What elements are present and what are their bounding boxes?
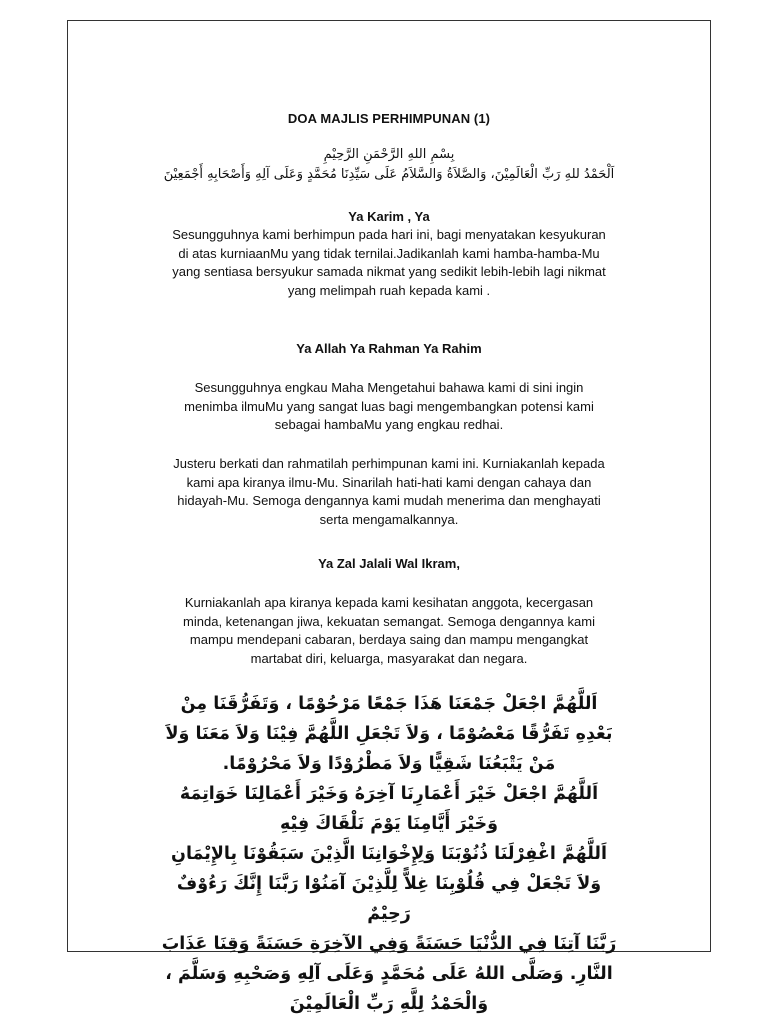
arabic-doa-line: اَللَّهُمَّ اغْفِرْلَنَا ذُنُوْبَنَا وَلِإِخْوَانِنَا الَّذِيْنَ سَبَقُوْنَا بِالإِيْمَانِ وَلاَ تَجْعَلْ فِي قُلُوْبِنَا غِلاًّ لِلَّذِيْنَ آمَنُوْا رَبَّنَا إِنَّكَ رَءُوْفٌ رَحِيْمٌ — [171, 844, 607, 924]
arabic-doa-block — [160, 689, 618, 1019]
basmalah-text: بِسْمِ اللهِ الرَّحْمَنِ الرَّحِيْمِ — [323, 147, 455, 162]
heading-ya-karim: Ya Karim , Ya — [348, 209, 430, 224]
opening-praise-text: اَلْحَمْدُ للهِ رَبِّ الْعَالَمِيْنَ، وَالصَّلاَةُ وَالسَّلاَمُ عَلَى سَيِّدِنَا مُحَمَّدٍ وَعَلَى آلِهِ وَأَصْحَابِهِ أَجْمَعِيْنَ — [163, 167, 615, 182]
paragraph-2: Sesungguhnya engkau Maha Mengetahui bahawa kami di sini ingin menimba ilmuMu yang sangat luas bagi mengembangkan potensi kami sebagai hambaMu yang engkau redhai. — [184, 380, 594, 432]
arabic-doa-line: اَللَّهُمَّ اجْعَلْ خَيْرَ أَعْمَارِنَا آخِرَهُ وَخَيْرَ أَعْمَالِنَا خَوَاتِمَهُ وَخَيْرَ أَيَّامِنَا يَوْمَ نَلْقَاكَ فِيْهِ — [179, 784, 599, 834]
heading-ya-allah: Ya Allah Ya Rahman Ya Rahim — [296, 341, 482, 356]
arabic-doa-line: رَبَّنَا آتِنَا فِي الدُّنْيَا حَسَنَةً وَفِي الآخِرَةِ حَسَنَةً وَقِنَا عَذَابَ النَّارِ. وَصَلَّى اللهُ عَلَى مُحَمَّدٍ وَعَلَى آلِهِ وَصَحْبِهِ وَسَلَّمَ ، وَالْحَمْدُ لِلَّهِ رَبِّ الْعَالَمِيْنَ — [161, 934, 617, 1014]
paragraph-3: Justeru berkati dan rahmatilah perhimpunan kami ini. Kurniakanlah kepada kami apa kiranya ilmu-Mu. Sinarilah hati-hati kami dengan cahaya dan hidayah-Mu. Semoga dengannya kami mudah menerima dan menghayati serta mengamalkannya. — [173, 456, 605, 527]
arabic-doa-line: اَللَّهُمَّ اجْعَلْ جَمْعَنَا هَذَا جَمْعًا مَرْحُوْمًا ، وَتَفَرُّقَنَا مِنْ بَعْدِهِ تَفَرُّقًا مَعْصُوْمًا ، وَلاَ تَجْعَلِ اللَّهُمَّ فِيْنَا وَلاَ مَعَنَا وَلاَ مَنْ يَتْبَعُنَا شَقِيًّا وَلاَ مَطْرُوْدًا وَلاَ مَحْرُوْمًا. — [165, 694, 613, 774]
document-title: DOA MAJLIS PERHIMPUNAN (1) — [287, 111, 491, 126]
paragraph-4: Kurniakanlah apa kiranya kepada kami kesihatan anggota, kecergasan minda, ketenangan jiwa, kekuatan semangat. Semoga dengannya kami mampu mendepani cabaran, berdaya saing dan mampu mengangkat martabat diri, keluarga, masyarakat dan negara. — [183, 595, 595, 666]
paragraph-1: Sesungguhnya kami berhimpun pada hari ini, bagi menyatakan kesyukuran di atas kurniaanMu yang tidak ternilai.Jadikanlah kami hamba-hamba-Mu yang sentiasa bersyukur samada nikmat yang sedikit lebih-lebih lagi nikmat yang melimpah ruah kepada kami . — [172, 227, 606, 298]
document-page — [67, 20, 711, 1014]
heading-ya-zal-jalali: Ya Zal Jalali Wal Ikram, — [318, 556, 460, 571]
